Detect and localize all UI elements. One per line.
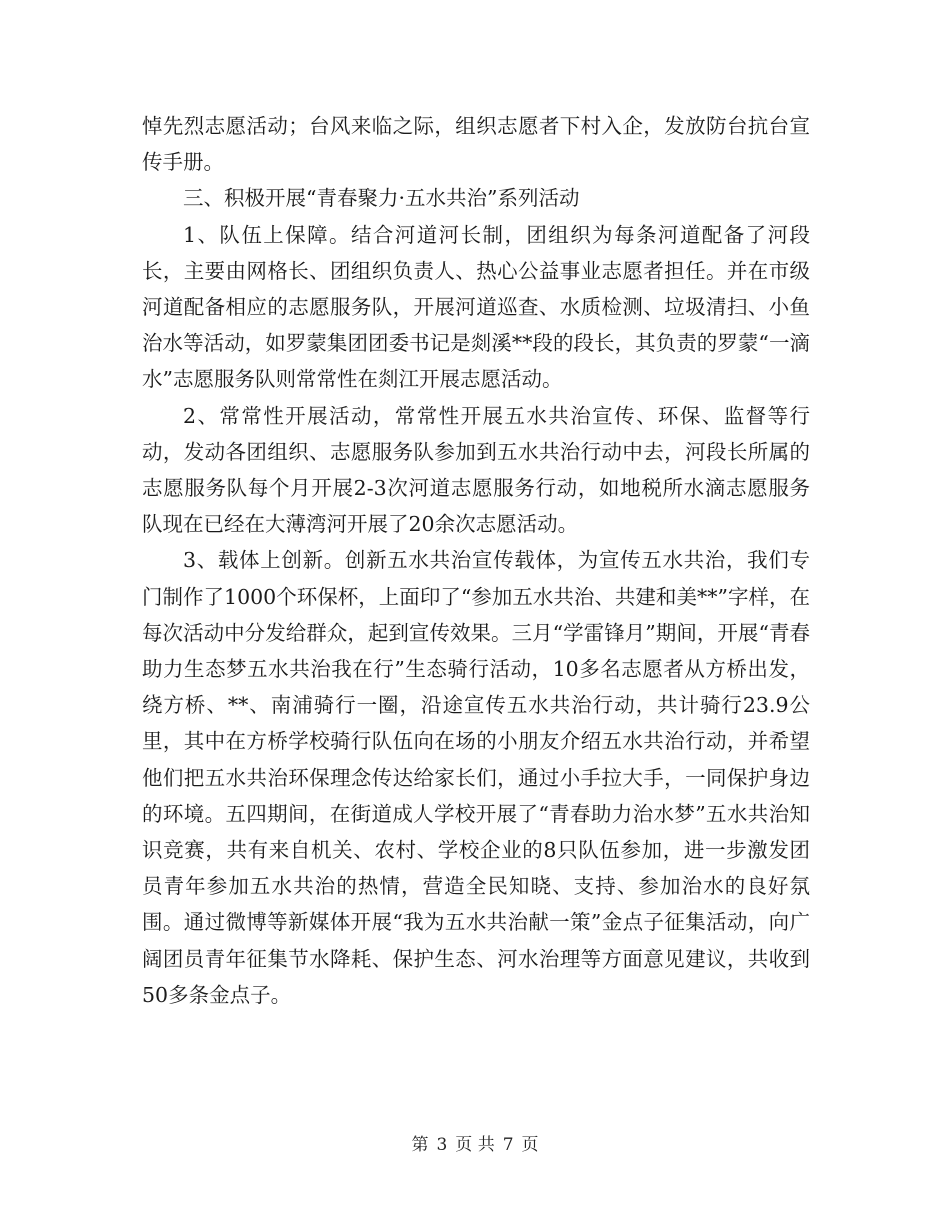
- paragraph-regular-activities: 2、常常性开展活动，常常性开展五水共治宣传、环保、监督等行动，发动各团组织、志愿服务队参加到五水共治行动中去，河段长所属的志愿服务队每个月开展2-3次河道志愿服务行动，如地税所水滴志愿服务队现在已经在大薄湾河开展了20余次志愿活动。: [142, 403, 810, 537]
- paragraph-continued: 悼先烈志愿活动；台风来临之际，组织志愿者下村入企，发放防台抗台宣传手册。: [142, 114, 810, 175]
- paragraph-team-guarantee: 1、队伍上保障。结合河道河长制，团组织为每条河道配备了河段长，主要由网格长、团组织负责人、热心公益事业志愿者担任。并在市级河道配备相应的志愿服务队，开展河道巡查、水质检测、垃圾清扫、小鱼治水等活动，如罗蒙集团团委书记是剡溪**段的段长，其负责的罗蒙“一滴水”志愿服务队则常常性在剡江开展志愿活动。: [142, 222, 810, 392]
- document-body: [142, 108, 810, 1013]
- page-number-footer: [0, 1130, 950, 1155]
- footer-total-pages: 7: [502, 1135, 514, 1155]
- paragraph-carrier-innovation: 3、载体上创新。创新五水共治宣传载体，为宣传五水共治，我们专门制作了1000个环保杯，上面印了“参加五水共治、共建和美**”字样，在每次活动中分发给群众，起到宣传效果。三月“学雷锋月”期间，开展“青春助力生态梦五水共治我在行”生态骑行活动，10多名志愿者从方桥出发，绕方桥、**、南浦骑行一圈，沿途宣传五水共治行动，共计骑行23.9公里，其中在方桥学校骑行队伍向在场的小朋友介绍五水共治行动，并希望他们把五水共治环保理念传达给家长们，通过小手拉大手，一同保护身边的环境。五四期间，在街道成人学校开展了“青春助力治水梦”五水共治知识竞赛，共有来自机关、农村、学校企业的8只队伍参加，进一步激发团员青年参加五水共治的热情，营造全民知晓、支持、参加治水的良好氛围。通过微博等新媒体开展“我为五水共治献一策”金点子征集活动，向广阔团员青年征集节水降耗、保护生态、河水治理等方面意见建议，共收到50多条金点子。: [142, 548, 810, 1007]
- section-heading: 三、积极开展“青春聚力·五水共治”系列活动: [183, 186, 580, 211]
- footer-current-page: 3: [436, 1135, 448, 1155]
- footer-prefix: 第: [411, 1135, 429, 1155]
- footer-middle: 页 共: [455, 1135, 495, 1155]
- footer-suffix: 页: [521, 1135, 539, 1155]
